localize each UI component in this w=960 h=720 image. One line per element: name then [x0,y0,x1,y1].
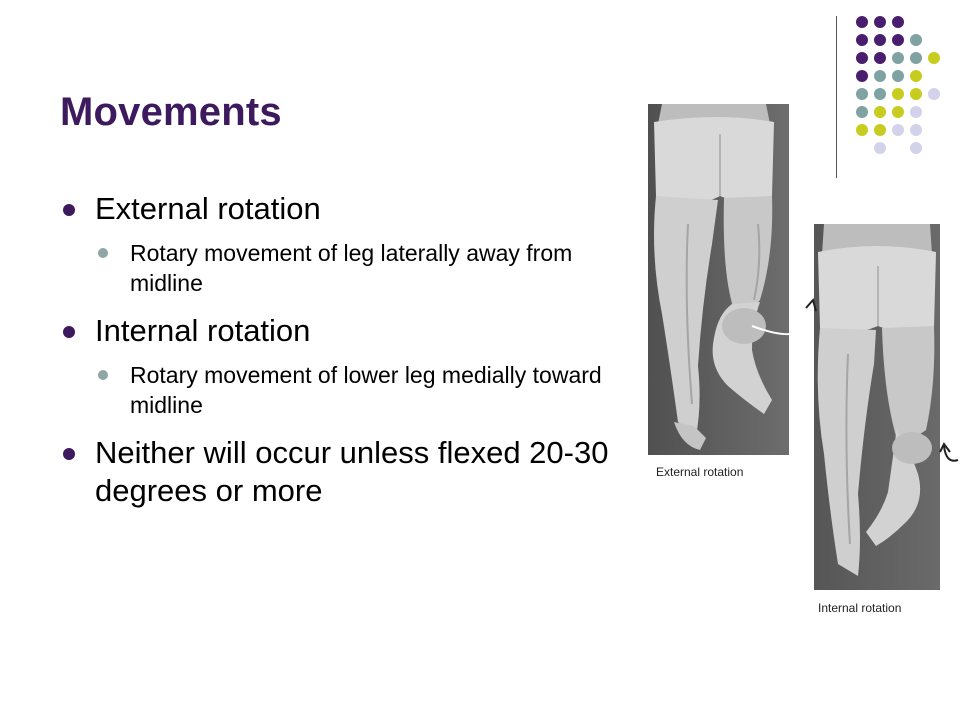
deco-dot [856,16,868,28]
deco-dot [874,106,886,118]
deco-dot [874,124,886,136]
deco-dot [856,52,868,64]
deco-dot [892,52,904,64]
deco-dot [892,106,904,118]
deco-dot [910,124,922,136]
deco-dot [910,142,922,154]
bullet-external-rotation: External rotation [60,190,650,228]
deco-dot [892,70,904,82]
internal-rotation-arrowhead [940,444,950,452]
bullet-flexion-note: Neither will occur unless flexed 20-30 degrees or more [60,434,650,510]
deco-dot [892,16,904,28]
decorative-dot-grid [0,0,960,160]
deco-dot [892,88,904,100]
deco-dot [928,88,940,100]
decorative-divider [836,16,837,178]
deco-dot [874,142,886,154]
deco-dot [928,52,940,64]
deco-dot [856,70,868,82]
external-rotation-photo [648,104,789,455]
bullet-list [60,190,650,520]
deco-dot [856,106,868,118]
deco-dot [856,88,868,100]
internal-rotation-caption: Internal rotation [818,601,902,615]
deco-dot [892,34,904,46]
internal-rotation-arrow [944,446,958,461]
deco-dot [910,106,922,118]
external-rotation-caption: External rotation [656,465,744,479]
deco-dot [874,52,886,64]
sub-bullet-external-definition: Rotary movement of leg laterally away from midline [60,238,650,298]
deco-dot [874,16,886,28]
deco-dot [910,34,922,46]
deco-dot [856,124,868,136]
deco-dot [910,52,922,64]
internal-rotation-photo [814,224,940,590]
deco-dot [874,34,886,46]
deco-dot [910,70,922,82]
deco-dot [892,124,904,136]
sub-bullet-internal-definition: Rotary movement of lower leg medially toward midline [60,360,650,420]
bullet-internal-rotation: Internal rotation [60,312,650,350]
deco-dot [874,88,886,100]
slide-title: Movements [60,90,282,134]
deco-dot [874,70,886,82]
deco-dot [910,88,922,100]
deco-dot [856,34,868,46]
